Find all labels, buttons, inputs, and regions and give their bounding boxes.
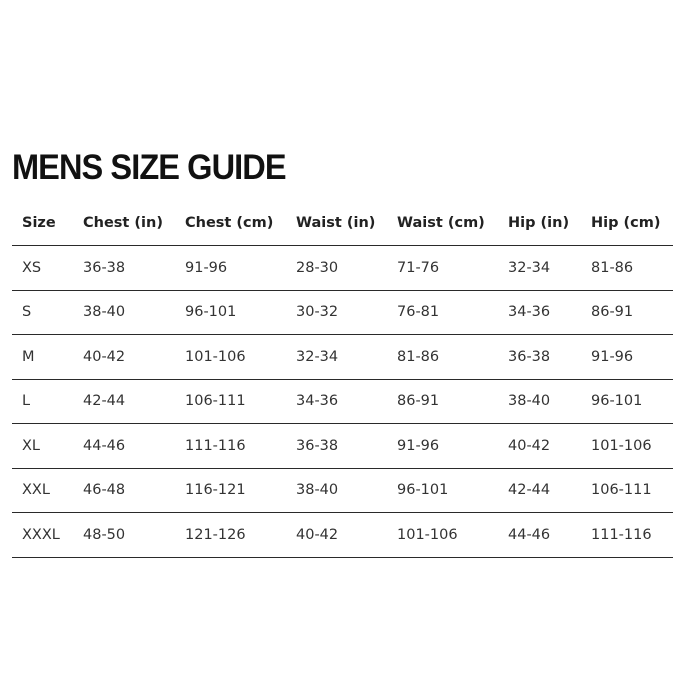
cell-hip-cm: 106-111: [581, 468, 673, 513]
cell-size: L: [12, 379, 73, 424]
cell-waist-in: 28-30: [286, 246, 387, 291]
cell-waist-in: 38-40: [286, 468, 387, 513]
cell-waist-in: 34-36: [286, 379, 387, 424]
cell-waist-in: 30-32: [286, 290, 387, 335]
cell-chest-cm: 106-111: [175, 379, 286, 424]
cell-hip-cm: 91-96: [581, 335, 673, 380]
cell-hip-in: 34-36: [498, 290, 581, 335]
cell-chest-cm: 116-121: [175, 468, 286, 513]
header-hip-cm: Hip (cm): [581, 201, 673, 246]
cell-size: S: [12, 290, 73, 335]
cell-hip-in: 44-46: [498, 513, 581, 558]
table-row: [12, 468, 673, 513]
cell-hip-in: 42-44: [498, 468, 581, 513]
cell-hip-cm: 86-91: [581, 290, 673, 335]
cell-waist-in: 32-34: [286, 335, 387, 380]
cell-chest-cm: 96-101: [175, 290, 286, 335]
header-waist-cm: Waist (cm): [387, 201, 498, 246]
header-chest-in: Chest (in): [73, 201, 175, 246]
size-guide: [12, 148, 673, 543]
cell-chest-in: 42-44: [73, 379, 175, 424]
cell-hip-cm: 96-101: [581, 379, 673, 424]
cell-waist-in: 36-38: [286, 424, 387, 469]
cell-chest-cm: 91-96: [175, 246, 286, 291]
cell-chest-in: 40-42: [73, 335, 175, 380]
table-row: [12, 379, 673, 424]
cell-hip-in: 36-38: [498, 335, 581, 380]
cell-chest-cm: 101-106: [175, 335, 286, 380]
table-header-row: [12, 201, 673, 246]
cell-waist-cm: 76-81: [387, 290, 498, 335]
cell-size: XL: [12, 424, 73, 469]
cell-size: XXL: [12, 468, 73, 513]
cell-hip-in: 38-40: [498, 379, 581, 424]
cell-chest-in: 46-48: [73, 468, 175, 513]
cell-chest-in: 38-40: [73, 290, 175, 335]
cell-hip-in: 40-42: [498, 424, 581, 469]
cell-size: M: [12, 335, 73, 380]
cell-waist-cm: 101-106: [387, 513, 498, 558]
table-row: [12, 424, 673, 469]
cell-waist-cm: 91-96: [387, 424, 498, 469]
header-hip-in: Hip (in): [498, 201, 581, 246]
cell-hip-cm: 81-86: [581, 246, 673, 291]
cell-waist-cm: 71-76: [387, 246, 498, 291]
cell-waist-cm: 96-101: [387, 468, 498, 513]
cell-hip-in: 32-34: [498, 246, 581, 291]
table-row: [12, 335, 673, 380]
cell-waist-cm: 81-86: [387, 335, 498, 380]
cell-size: XXXL: [12, 513, 73, 558]
cell-chest-in: 36-38: [73, 246, 175, 291]
cell-waist-cm: 86-91: [387, 379, 498, 424]
table-row: [12, 513, 673, 558]
cell-chest-cm: 111-116: [175, 424, 286, 469]
table-row: [12, 246, 673, 291]
header-size: Size: [12, 201, 73, 246]
cell-hip-cm: 101-106: [581, 424, 673, 469]
cell-size: XS: [12, 246, 73, 291]
cell-chest-in: 48-50: [73, 513, 175, 558]
cell-waist-in: 40-42: [286, 513, 387, 558]
cell-hip-cm: 111-116: [581, 513, 673, 558]
page-title: MENS SIZE GUIDE: [12, 148, 286, 187]
cell-chest-cm: 121-126: [175, 513, 286, 558]
size-table: [12, 201, 673, 558]
table-row: [12, 290, 673, 335]
header-waist-in: Waist (in): [286, 201, 387, 246]
cell-chest-in: 44-46: [73, 424, 175, 469]
header-chest-cm: Chest (cm): [175, 201, 286, 246]
